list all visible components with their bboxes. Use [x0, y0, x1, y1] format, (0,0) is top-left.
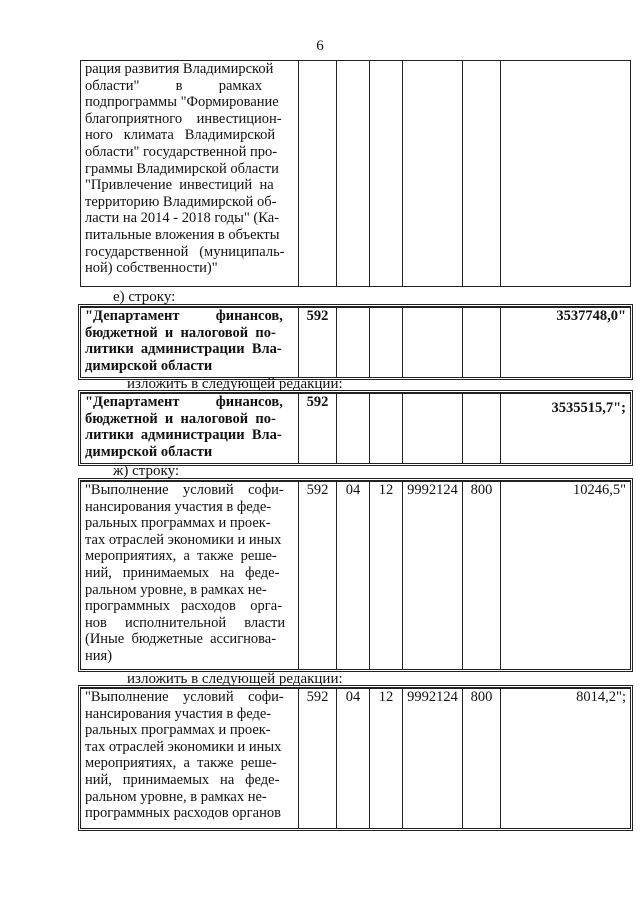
desc-line: ния) [85, 647, 113, 664]
table-row [81, 307, 631, 377]
cell-code: 592 [299, 688, 337, 828]
desc-line: ральном уровне, в рамках не- [85, 581, 267, 598]
table-row-e-old [80, 306, 631, 378]
table-row-zh-old [80, 480, 631, 670]
desc-line: бюджетной и налоговой по- [85, 410, 276, 427]
cell-type: 800 [463, 481, 501, 669]
desc-line: "Департамент финансов, [85, 308, 283, 324]
desc-line: ласти на 2014 - 2018 годы" (Ка- [85, 210, 280, 227]
desc-line: мероприятиях, а также реше- [85, 755, 277, 772]
table-row-zh-new [80, 687, 631, 829]
desc-line: "Привлечение инвестиций на [85, 177, 274, 194]
cell-empty [299, 61, 337, 287]
cell-empty [403, 393, 463, 463]
desc-line: граммы Владимирской области [85, 160, 279, 177]
cell-code: 592 [299, 481, 337, 669]
cell-amount: 8014,2"; [501, 688, 631, 828]
desc-line: области" государственной про- [85, 143, 278, 160]
desc-line: ральном уровне, в рамках не- [85, 788, 267, 805]
desc-line: ральных программах и проек- [85, 515, 271, 532]
desc-line: рация развития Владимирской [85, 61, 274, 77]
cell-code: 592 [299, 307, 337, 377]
cell-section: 04 [337, 688, 370, 828]
cell-empty [501, 61, 631, 287]
cell-target: 9992124 [403, 688, 463, 828]
desc-line: питальные вложения в объекты [85, 226, 280, 243]
cell-type: 800 [463, 688, 501, 828]
desc-line: литики администрации Вла- [85, 427, 282, 444]
row-description [81, 393, 299, 463]
cell-empty [337, 393, 370, 463]
label-new-2: изложить в следующей редакции: [127, 671, 343, 687]
cell-amount: 10246,5" [501, 481, 631, 669]
row-description [81, 688, 299, 828]
page-number: 6 [316, 38, 324, 54]
desc-line: территорию Владимирской об- [85, 193, 277, 210]
desc-line: подпрограммы "Формирование [85, 94, 279, 111]
label-new-1: изложить в следующей редакции: [127, 376, 343, 392]
desc-line: литики администрации Вла- [85, 341, 282, 358]
desc-line: нансирования участия в феде- [85, 498, 272, 515]
cell-empty [403, 307, 463, 377]
label-e: е) строку: [113, 289, 176, 305]
label-zh: ж) строку: [113, 463, 180, 479]
desc-line: "Выполнение условий софи- [85, 689, 284, 705]
desc-line: области" в рамках [85, 77, 263, 94]
cell-empty [463, 393, 501, 463]
cell-empty [370, 307, 403, 377]
desc-line: мероприятиях, а также реше- [85, 548, 277, 565]
desc-line: государственной (муниципаль- [85, 243, 285, 260]
cell-empty [463, 61, 501, 287]
desc-line: ний, принимаемых на феде- [85, 564, 280, 581]
cell-empty [463, 307, 501, 377]
cell-empty [370, 61, 403, 287]
row-description [81, 61, 299, 287]
cell-empty [403, 61, 463, 287]
table-row [81, 393, 631, 463]
desc-line: ний, принимаемых на феде- [85, 771, 280, 788]
cell-empty [370, 393, 403, 463]
cell-subsection: 12 [370, 481, 403, 669]
cell-empty [337, 61, 370, 287]
desc-line: нансирования участия в феде- [85, 705, 272, 722]
table-row [81, 481, 631, 669]
desc-line: благоприятного инвестицион- [85, 110, 282, 127]
cell-empty [337, 307, 370, 377]
cell-amount: 3537748,0" [501, 307, 631, 377]
desc-line: тах отраслей экономики и иных [85, 738, 282, 755]
table-row [81, 61, 631, 287]
desc-line: бюджетной и налоговой по- [85, 324, 276, 341]
desc-line: ной) собственности)" [85, 260, 218, 277]
cell-section: 04 [337, 481, 370, 669]
desc-line: ного климата Владимирской [85, 127, 276, 144]
cell-amount: 3535515,7"; [501, 393, 631, 463]
desc-line: программных расходов орга- [85, 598, 283, 615]
cell-subsection: 12 [370, 688, 403, 828]
desc-line: димирской области [85, 357, 213, 374]
cell-code: 592 [299, 393, 337, 463]
desc-line: (Иные бюджетные ассигнова- [85, 631, 277, 648]
desc-line: тах отраслей экономики и иных [85, 531, 282, 548]
desc-line: "Департамент финансов, [85, 394, 283, 410]
table-continuation [80, 60, 631, 287]
row-description [81, 307, 299, 377]
desc-line: нов исполнительной власти [85, 614, 286, 631]
cell-target: 9992124 [403, 481, 463, 669]
table-row [81, 688, 631, 828]
desc-line: димирской области [85, 443, 213, 460]
desc-line: программных расходов органов [85, 805, 281, 822]
row-description [81, 481, 299, 669]
desc-line: ральных программах и проек- [85, 722, 271, 739]
table-row-e-new [80, 392, 631, 464]
desc-line: "Выполнение условий софи- [85, 482, 284, 498]
